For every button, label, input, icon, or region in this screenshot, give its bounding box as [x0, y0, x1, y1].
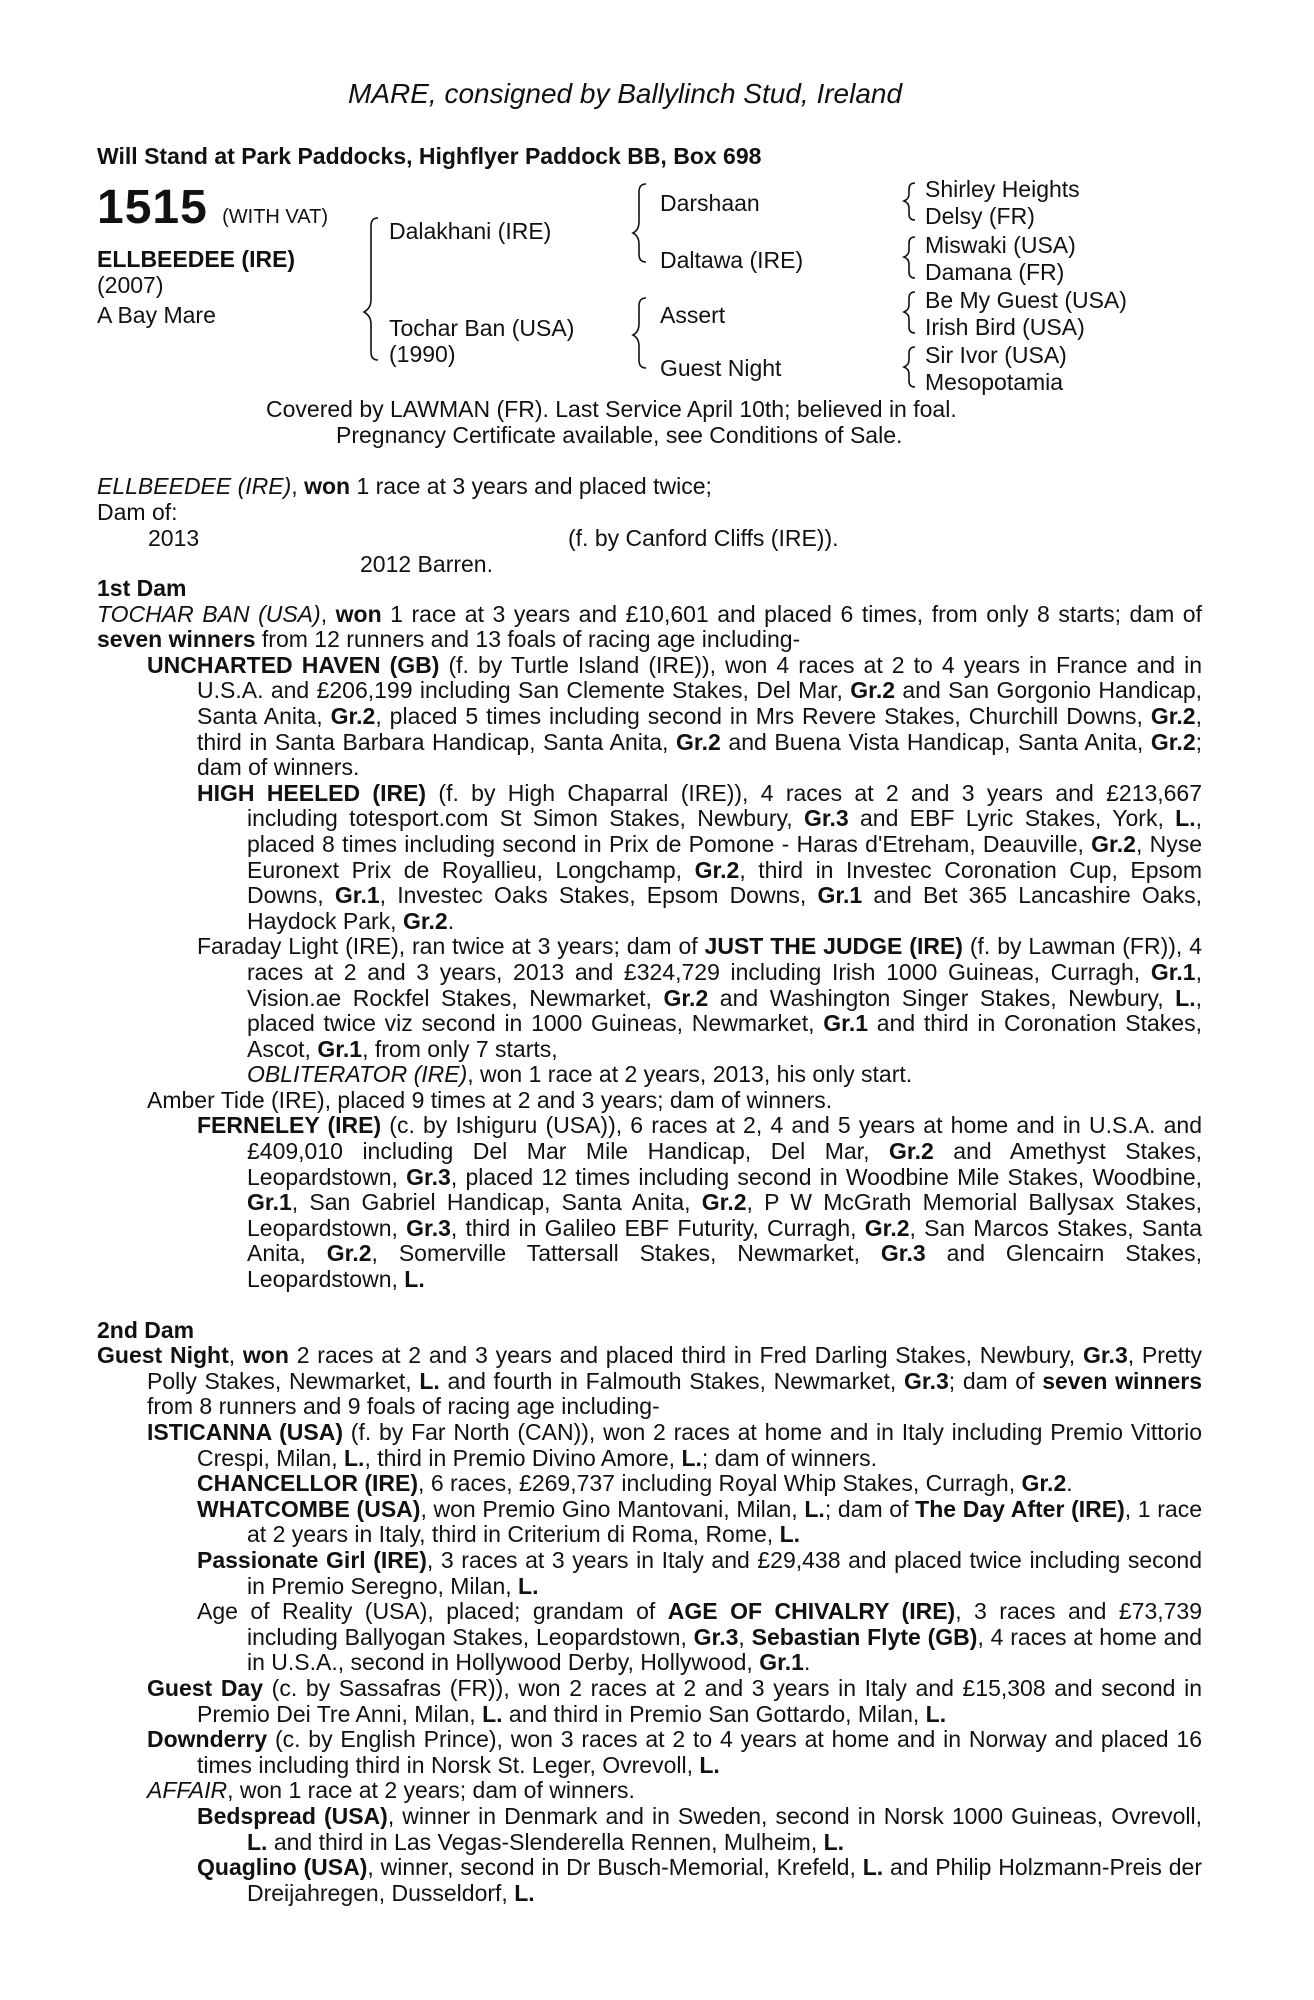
entry-text: , 1 race at 2 years in Italy, third in Criterium di Roma, Rome, — [247, 1495, 1203, 1548]
entry-passionate-girl — [197, 1546, 1202, 1599]
listed: L. — [514, 1879, 535, 1906]
grade: Gr.1 — [817, 882, 863, 909]
entry-age-of-reality — [197, 1598, 1203, 1676]
produce-horse: ELLBEEDEE (IRE) — [97, 473, 292, 499]
pedigree-sire-dam: Daltawa (IRE) — [660, 247, 804, 273]
entry-text: , Vision.ae Rockfel Stakes, Newmarket, — [247, 958, 1202, 1011]
pedigree-dam: Tochar Ban (USA) — [389, 315, 575, 341]
grade: Gr.1 — [317, 1035, 363, 1062]
horse-year: (2007) — [97, 272, 164, 298]
produce-foal: (f. by Canford Cliffs (IRE)). — [568, 525, 839, 551]
listed: L. — [343, 1444, 365, 1471]
entry-text: (f. by Turtle Island (IRE)), won 4 races at 2 to 4 years in France and in U.S.A. and £206,199 including San Clemente Stakes, Del Mar, — [197, 651, 1203, 704]
produce-barren: 2012 Barren. — [360, 551, 493, 577]
entry-text: and EBF Lyric Stakes, York, — [848, 805, 1176, 832]
second-dam-text: Guest Night, won 2 races at 2 and 3 years and placed third in Fred Darling Stakes, Newbury, Gr.3, Pretty Polly Stakes, Newmarket, L. and fourth in Falmouth Stakes, Newmarket, Gr.3; dam of seven winners from 8 runners and 9 foals of racing age including- — [97, 1342, 1203, 1420]
listed: L. — [247, 1828, 268, 1855]
listed: L. — [862, 1854, 884, 1881]
entry-text: , 6 races, £269,737 including Royal Whip Stakes, Curragh, — [418, 1470, 1022, 1497]
entry-downderry — [147, 1726, 1202, 1778]
entry-name: Passionate Girl (IRE) — [197, 1546, 427, 1573]
produce-line: ELLBEEDEE (IRE), won 1 race at 3 years and placed twice; — [97, 473, 712, 499]
entry-text: , third in Santa Barbara Handicap, Santa Anita, — [197, 702, 1202, 755]
entry-text: Age of Reality (USA), placed; grandam of — [197, 1598, 668, 1625]
entry-whatcombe — [197, 1495, 1203, 1548]
grade: Gr.1 — [1150, 958, 1196, 985]
grade: Gr.2 — [1150, 728, 1196, 755]
entry-text: and Buena Vista Handicap, Santa Anita, — [720, 728, 1151, 755]
entry-text: . — [447, 907, 455, 934]
produce-year: 2013 — [148, 525, 200, 551]
entry-faraday-light — [197, 933, 1202, 1062]
entry-text: , Somerville Tattersall Stakes, Newmarket, — [371, 1240, 881, 1267]
entry-text: Faraday Light (IRE), ran twice at 3 years; dam of — [197, 933, 705, 960]
vat-label: (WITH VAT) — [222, 206, 329, 228]
listed: L. — [779, 1521, 801, 1548]
entry-amber-tide: Amber Tide (IRE), placed 9 times at 2 and 3 years; dam of winners. — [147, 1086, 833, 1113]
pedigree-sire: Dalakhani (IRE) — [389, 218, 552, 244]
pedigree-dd-sire: Sir Ivor (USA) — [925, 342, 1067, 368]
grade: Gr.3 — [693, 1623, 739, 1650]
entry-text: , placed 12 times including second in Woodbine Mile Stakes, Woodbine, — [450, 1163, 1202, 1190]
entry-name: OBLITERATOR (IRE) — [247, 1061, 468, 1088]
grade: Gr.2 — [1150, 702, 1196, 729]
entry-name: AGE OF CHIVALRY (IRE) — [667, 1598, 956, 1625]
entry-text: (f. by High Chaparral (IRE)), 4 races at 2 and 3 years and £213,667 including totesport.com St Simon Stakes, Newbury, — [247, 779, 1203, 832]
entry-name: Bedspread (USA) — [197, 1802, 388, 1829]
entry-text: (c. by Ishiguru (USA)), 6 races at 2, 4 and 5 years at home and in U.S.A. and £409,010 including Del Mar Mile Handicap, Del Mar, — [247, 1112, 1202, 1165]
entry-text: and Amethyst Stakes, Leopardstown, — [247, 1138, 1203, 1190]
grade: Gr.3 — [1082, 1342, 1128, 1369]
grade: Gr.2 — [402, 907, 448, 934]
grade: Gr.2 — [889, 1138, 934, 1165]
listed: L. — [925, 1700, 947, 1727]
pedigree-sire-sire: Darshaan — [660, 190, 760, 216]
entry-name: The Day After (IRE) — [915, 1495, 1125, 1522]
first-dam-t2: from 12 runners and 13 foals of racing age including- — [255, 626, 801, 653]
entry-isticanna — [147, 1419, 1202, 1471]
listed: L. — [823, 1828, 845, 1855]
grade: Gr.2 — [701, 1189, 747, 1216]
listed: L. — [1175, 805, 1196, 832]
grade: Gr.2 — [676, 728, 721, 755]
entry-text: , San Marcos Stakes, Santa Anita, — [247, 1214, 1202, 1267]
entry-text: , 4 races at home and in U.S.A., second in Hollywood Derby, Hollywood, — [247, 1623, 1203, 1676]
entry-text: , placed 8 times including second in Prix de Pomone - Haras d'Etreham, Deauville, — [247, 805, 1202, 857]
listed: L. — [404, 1266, 425, 1293]
entry-text: , 3 races and £73,739 including Ballyogan Stakes, Leopardstown, — [247, 1598, 1202, 1650]
grade: Gr.3 — [406, 1214, 451, 1241]
second-dam-name: Guest Night — [97, 1342, 229, 1369]
pedigree-ss-sire: Shirley Heights — [925, 176, 1080, 202]
page-header: MARE, consigned by Ballylinch Stud, Ireland — [348, 78, 903, 109]
entry-bedspread — [197, 1802, 1202, 1855]
entry-text: , P W McGrath Memorial Ballysax Stakes, Leopardstown, — [247, 1189, 1202, 1241]
entry-text: ; dam of winners. — [701, 1444, 878, 1471]
listed: L. — [804, 1495, 825, 1522]
entry-text: , winner in Denmark and in Sweden, second in Norsk 1000 Guineas, Ovrevoll, — [387, 1802, 1202, 1829]
entry-text: and Glencairn Stakes, Leopardstown, — [247, 1240, 1202, 1293]
entry-text: and third in Premio San Gottardo, Milan, — [502, 1700, 926, 1727]
entry-obliterator — [247, 1062, 1202, 1088]
grade: Gr.1 — [334, 882, 380, 909]
entry-name: UNCHARTED HAVEN (GB) — [147, 651, 440, 678]
first-dam-won: won — [335, 600, 382, 627]
grade: Gr.2 — [663, 984, 709, 1011]
first-dam-text: TOCHAR BAN (USA), won 1 race at 3 years and £10,601 and placed 6 times, from only 8 starts; dam of seven winners from 12 runners and 13 foals of racing age including- — [97, 600, 1202, 653]
covered-line: Covered by LAWMAN (FR). Last Service April 10th; believed in foal. — [266, 396, 957, 422]
stand-location: Will Stand at Park Paddocks, Highflyer Paddock BB, Box 698 — [97, 143, 762, 169]
entry-high-heeled — [197, 779, 1203, 935]
entry-name: FERNELEY (IRE) — [197, 1112, 382, 1139]
grade: Gr.1 — [247, 1189, 292, 1216]
entry-name: HIGH HEELED (IRE) — [197, 779, 427, 806]
entry-name: Quaglino (USA) — [197, 1854, 368, 1881]
grade: Gr.2 — [850, 677, 896, 704]
entry-guest-day — [147, 1674, 1203, 1727]
family-body — [97, 576, 1202, 1906]
entry-text: , third in Galileo EBF Futurity, Curragh, — [450, 1214, 865, 1241]
grade: Gr.1 — [823, 1010, 869, 1037]
entry-text: , placed 5 times including second in Mrs Revere Stakes, Churchill Downs, — [375, 702, 1151, 729]
pedigree-ds-sire: Be My Guest (USA) — [925, 287, 1127, 313]
grade: Gr.1 — [759, 1649, 804, 1676]
horse-desc: A Bay Mare — [97, 302, 216, 328]
listed: L. — [699, 1751, 720, 1778]
entry-ferneley — [197, 1112, 1203, 1293]
grade: Gr.3 — [904, 1367, 949, 1394]
entry-text: (c. by English Prince), won 3 races at 2 to 4 years at home and in Norway and placed 16 times including third in Norsk St. Leger, Ovrevoll, — [197, 1726, 1202, 1778]
grade: Gr.2 — [1021, 1470, 1067, 1497]
horse-name: ELLBEEDEE (IRE) — [97, 246, 296, 272]
pregnancy-line: Pregnancy Certificate available, see Conditions of Sale. — [336, 422, 903, 448]
second-dam-winners: seven winners — [1042, 1367, 1203, 1394]
second-dam-t5: from 8 runners and 9 foals of racing age including- — [147, 1393, 660, 1420]
first-dam-name: TOCHAR BAN (USA) — [97, 600, 321, 627]
entry-uncharted-haven — [147, 651, 1203, 781]
entry-name: AFFAIR — [147, 1777, 228, 1804]
entry-text: (f. by Far North (CAN)), won 2 races at home and in Italy including Premio Vittorio Crespi, Milan, — [197, 1419, 1202, 1471]
grade: Gr.3 — [880, 1240, 926, 1267]
pedigree-ds-dam: Irish Bird (USA) — [925, 314, 1085, 340]
entry-text: , third in Investec Coronation Cup, Epsom Downs, — [247, 856, 1202, 909]
pedigree-dd-dam: Mesopotamia — [925, 369, 1064, 395]
entry-chancellor — [197, 1470, 1202, 1497]
listed: L. — [482, 1700, 503, 1727]
entry-text: , third in Premio Divino Amore, — [364, 1444, 682, 1471]
entry-text: and San Gorgonio Handicap, Santa Anita, — [197, 677, 1203, 729]
entry-text: and Bet 365 Lancashire Oaks, Haydock Park, — [247, 882, 1202, 934]
listed: L. — [1175, 984, 1196, 1011]
entry-name: WHATCOMBE (USA) — [197, 1495, 421, 1522]
entry-text: (c. by Sassafras (FR)), won 2 races at 2 and 3 years in Italy and £15,308 and second in Premio Dei Tre Anni, Milan, — [197, 1674, 1203, 1727]
entry-text: , Investec Oaks Stakes, Epsom Downs, — [379, 882, 818, 909]
listed: L. — [518, 1572, 539, 1599]
entry-name: ISTICANNA (USA) — [147, 1419, 344, 1445]
spacer — [97, 1293, 1202, 1318]
pedigree-sd-dam: Damana (FR) — [925, 259, 1065, 285]
pedigree-sd-sire: Miswaki (USA) — [925, 232, 1076, 258]
first-dam-t1: 1 race at 3 years and £10,601 and placed 6 times, from only 8 starts; dam of — [381, 600, 1202, 627]
entry-name: Sebastian Flyte (GB) — [751, 1623, 978, 1650]
entry-text: and third in Coronation Stakes, Ascot, — [247, 1010, 1202, 1062]
first-dam-winners: seven winners — [97, 626, 256, 653]
lot-number-value: 1515 — [97, 181, 208, 234]
grade: Gr.2 — [694, 856, 740, 883]
entry-text: and Philip Holzmann-Preis der Dreijahregen, Dusseldorf, — [247, 1854, 1202, 1906]
entry-name: Guest Day — [147, 1674, 264, 1701]
second-dam-heading: 2nd Dam — [97, 1316, 195, 1343]
grade: Gr.2 — [326, 1240, 372, 1267]
dam-of-label: Dam of: — [97, 499, 178, 525]
entry-text: ; dam of — [824, 1495, 916, 1522]
entry-text: , 3 races at 3 years in Italy and £29,438 and placed twice including second in Premio Seregno, Milan, — [247, 1546, 1202, 1599]
pedigree-ss-dam: Delsy (FR) — [925, 203, 1035, 229]
grade: Gr.3 — [406, 1163, 451, 1190]
entry-text: , placed twice viz second in 1000 Guineas, Newmarket, — [247, 984, 1202, 1037]
entry-text: , from only 7 starts, — [362, 1035, 558, 1062]
listed: L. — [419, 1367, 440, 1394]
listed: L. — [681, 1444, 702, 1471]
entry-text: . — [803, 1649, 811, 1676]
second-dam-t2: , Pretty Polly Stakes, Newmarket, — [147, 1342, 1202, 1394]
entry-text: , — [738, 1623, 752, 1650]
produce-record: 1 race at 3 years and placed twice; — [350, 473, 712, 499]
entry-text: and third in Las Vegas-Slenderella Rennen, Mulheim, — [267, 1828, 824, 1855]
pedigree-dam-year: (1990) — [389, 341, 456, 367]
entry-name: CHANCELLOR (IRE) — [197, 1470, 419, 1497]
produce-won: won — [304, 473, 351, 499]
second-dam-won: won — [242, 1342, 289, 1369]
pedigree-dam-dam: Guest Night — [660, 355, 782, 381]
second-dam-t4: ; dam of — [948, 1367, 1043, 1394]
entry-quaglino — [197, 1854, 1202, 1906]
grade: Gr.3 — [803, 805, 849, 832]
grade: Gr.2 — [330, 702, 376, 729]
pedigree-dam-sire: Assert — [660, 302, 726, 328]
entry-name: Downderry — [147, 1726, 268, 1753]
first-dam-heading: 1st Dam — [97, 575, 187, 601]
grade: Gr.2 — [1091, 830, 1136, 857]
second-dam-t3: and fourth in Falmouth Stakes, Newmarket, — [439, 1367, 905, 1394]
entry-affair — [147, 1777, 1202, 1804]
entry-text: . — [1066, 1470, 1073, 1497]
entry-text: , won Premio Gino Mantovani, Milan, — [420, 1495, 805, 1522]
entry-text: ; dam of winners. — [197, 728, 1203, 781]
entry-text: , San Gabriel Handicap, Santa Anita, — [291, 1189, 702, 1216]
grade: Gr.2 — [864, 1214, 910, 1241]
entry-text: and Washington Singer Stakes, Newbury, — [708, 984, 1176, 1011]
entry-text: , won 1 race at 2 years; dam of winners. — [227, 1777, 635, 1804]
entry-text: , won 1 race at 2 years, 2013, his only start. — [467, 1061, 913, 1088]
entry-text: , Nyse Euronext Prix de Royallieu, Longchamp, — [247, 830, 1202, 883]
second-dam-t1: 2 races at 2 and 3 years and placed third in Fred Darling Stakes, Newbury, — [288, 1342, 1083, 1369]
entry-text: , winner, second in Dr Busch-Memorial, Krefeld, — [367, 1854, 863, 1881]
entry-text: (f. by Lawman (FR)), 4 races at 2 and 3 years, 2013 and £324,729 including Irish 1000 Guineas, Curragh, — [247, 933, 1202, 985]
entry-name: JUST THE JUDGE (IRE) — [704, 933, 963, 960]
